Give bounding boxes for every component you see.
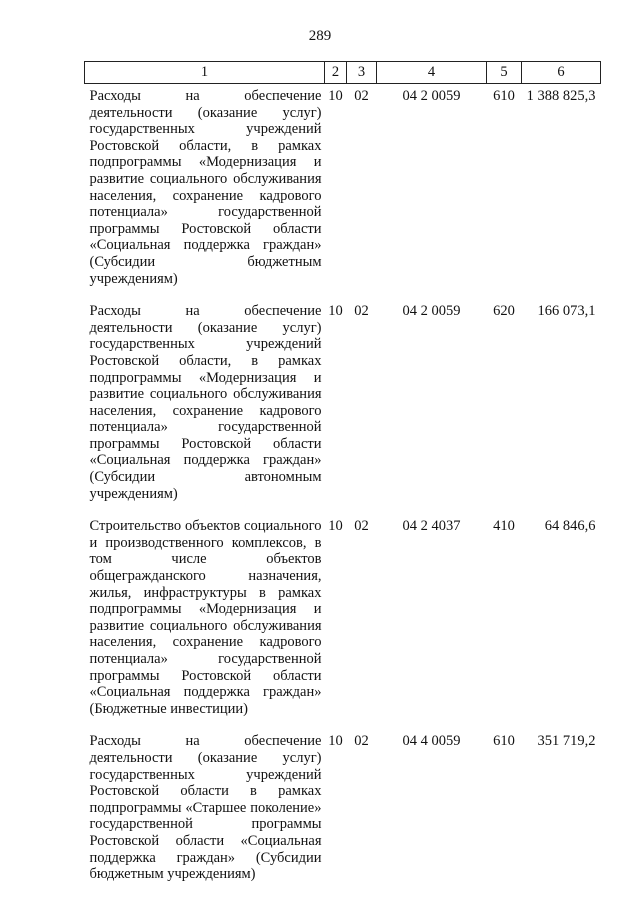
row-subsection: 02: [354, 733, 369, 750]
row-description: Расходы на обеспечение деятельности (оказание услуг) государственных учреждений Ростовской области в рамках подпрограммы «Старшее поколение» государственной программы Ростовской области «Социальная поддержка граждан» (Субсидии бюджетным учреждениям): [89, 733, 322, 883]
table-body: [85, 84, 601, 895]
row-subsection: 02: [354, 303, 369, 320]
table-row: [85, 729, 601, 894]
row-expense-type: 610: [493, 733, 515, 750]
row-target: 04 4 0059: [402, 733, 461, 750]
header-col-6: 6: [522, 62, 601, 84]
row-subsection: 02: [354, 518, 369, 535]
row-amount: 64 846,6: [544, 518, 596, 535]
header-col-5: 5: [487, 62, 522, 84]
row-target: 04 2 0059: [402, 303, 461, 320]
row-section: 10: [328, 518, 343, 535]
header-col-4: 4: [377, 62, 487, 84]
page-number: 289: [308, 28, 332, 44]
row-section: 10: [328, 733, 343, 750]
header-row: [85, 62, 601, 84]
header-col-1: 1: [85, 62, 325, 84]
row-expense-type: 620: [493, 303, 515, 320]
row-expense-type: 410: [493, 518, 515, 535]
row-amount: 351 719,2: [537, 733, 596, 750]
row-description: Расходы на обеспечение деятельности (оказание услуг) государственных учреждений Ростовской области, в рамках подпрограммы «Модернизация и развитие социального обслуживания населения, сохранение кадрового потенциала» государственной программы Ростовской области «Социальная поддержка граждан» (Субсидии бюджетным учреждениям): [89, 88, 322, 287]
table-row: [85, 299, 601, 514]
table-row: [85, 84, 601, 300]
header-col-2: 2: [325, 62, 347, 84]
table-row: [85, 514, 601, 729]
row-amount: 166 073,1: [537, 303, 596, 320]
row-section: 10: [328, 303, 343, 320]
row-subsection: 02: [354, 88, 369, 104]
row-description: Расходы на обеспечение деятельности (оказание услуг) государственных учреждений Ростовской области, в рамках подпрограммы «Модернизация и развитие социального обслуживания населения, сохранение кадрового потенциала» государственной программы Ростовской области «Социальная поддержка граждан» (Субсидии автономным учреждениям): [89, 303, 322, 502]
table-header: [85, 62, 601, 84]
row-target: 04 2 0059: [402, 88, 461, 104]
row-expense-type: 610: [493, 88, 515, 104]
row-description: Строительство объектов социального и производственного комплексов, в том числе объектов общегражданского назначения, жилья, инфраструктуры в рамках подпрограммы «Модернизация и развитие социального обслуживания населения, сохранение кадрового потенциала» государственной программы Ростовской области «Социальная поддержка граждан» (Бюджетные инвестиции): [89, 518, 322, 717]
row-section: 10: [328, 88, 343, 104]
row-amount: 1 388 825,3: [526, 88, 596, 104]
row-target: 04 2 4037: [402, 518, 461, 535]
header-col-3: 3: [347, 62, 377, 84]
budget-table: [84, 61, 601, 895]
